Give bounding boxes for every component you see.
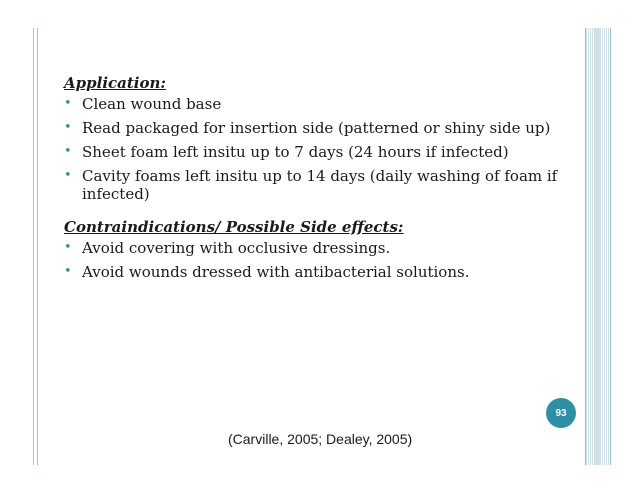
contraindications-heading: Contraindications/ Possible Side effects: <box>64 218 404 236</box>
page-number-badge: 93 <box>546 398 576 428</box>
right-border-stripe <box>594 28 600 465</box>
list-item-text: Clean wound base <box>82 95 222 113</box>
list-item-text: Cavity foams left insitu up to 14 days (daily washing of foam if infected) <box>82 167 558 203</box>
slide-content <box>64 73 574 287</box>
list-item <box>64 263 574 281</box>
bullet-icon: • <box>64 264 72 279</box>
application-heading: Application: <box>64 74 166 92</box>
bullet-icon: • <box>64 144 72 159</box>
list-item <box>64 143 574 161</box>
list-item-text: Avoid wounds dressed with antibacterial solutions. <box>82 263 470 281</box>
list-item <box>64 95 574 113</box>
list-item-text: Sheet foam left insitu up to 7 days (24 hours if infected) <box>82 143 509 161</box>
contraindications-list <box>64 239 574 281</box>
bullet-icon: • <box>64 168 72 183</box>
list-item <box>64 167 574 203</box>
bullet-icon: • <box>64 240 72 255</box>
list-item-text: Read packaged for insertion side (patterned or shiny side up) <box>82 119 551 137</box>
bullet-icon: • <box>64 96 72 111</box>
list-item-text: Avoid covering with occlusive dressings. <box>82 239 391 257</box>
list-item <box>64 119 574 137</box>
citation: (Carville, 2005; Dealey, 2005) <box>228 431 413 447</box>
bullet-icon: • <box>64 120 72 135</box>
left-border-decoration <box>33 28 38 465</box>
list-item <box>64 239 574 257</box>
application-list <box>64 95 574 203</box>
